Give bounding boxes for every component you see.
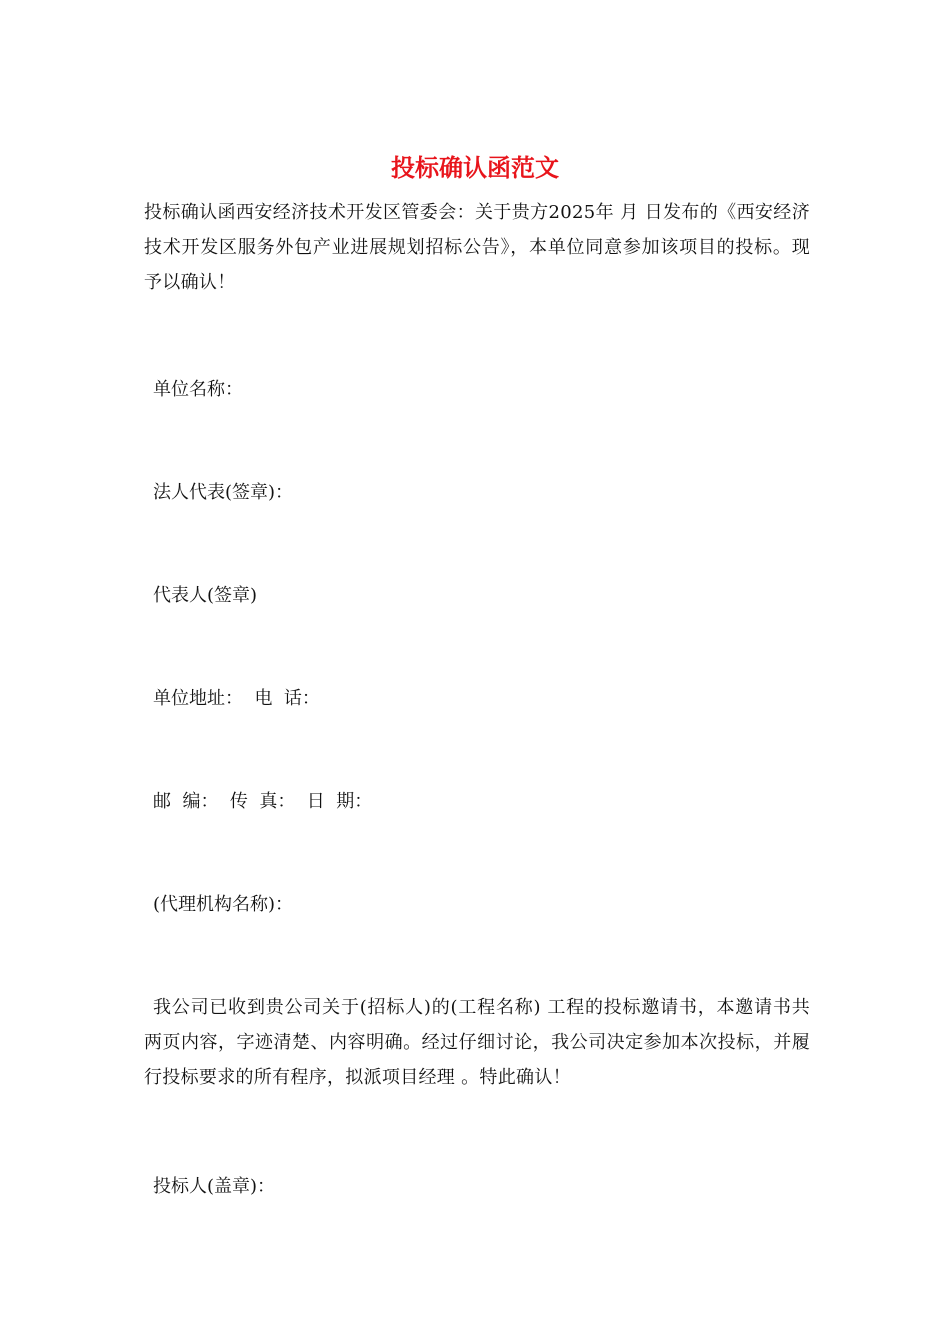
agency-name-field: (代理机构名称)： <box>153 894 294 915</box>
address-phone-field: 单位地址： 电 话： <box>153 688 320 709</box>
postcode-fax-date-field: 邮 编： 传 真： 日 期： <box>153 791 373 812</box>
unit-name-field: 单位名称： <box>153 379 243 400</box>
document-title: 投标确认函范文 <box>391 154 559 182</box>
legal-representative-field: 法人代表(签章)： <box>153 482 294 503</box>
representative-field: 代表人(签章) <box>153 585 258 606</box>
bidder-signature-field: 投标人(盖章)： <box>153 1176 276 1197</box>
intro-paragraph: 投标确认函西安经济技术开发区管委会：关于贵方2025年 月 日发布的《西安经济技术开发区服务外包产业进展规划招标公告》，本单位同意参加该项目的投标。现予以确认！ <box>144 202 810 293</box>
confirmation-body-paragraph: 我公司已收到贵公司关于(招标人)的(工程名称) 工程的投标邀请书，本邀请书共两页内容，字迹清楚、内容明确。经过仔细讨论，我公司决定参加本次投标，并履行投标要求的所有程序，拟派项目经理 。特此确认！ <box>144 997 810 1088</box>
